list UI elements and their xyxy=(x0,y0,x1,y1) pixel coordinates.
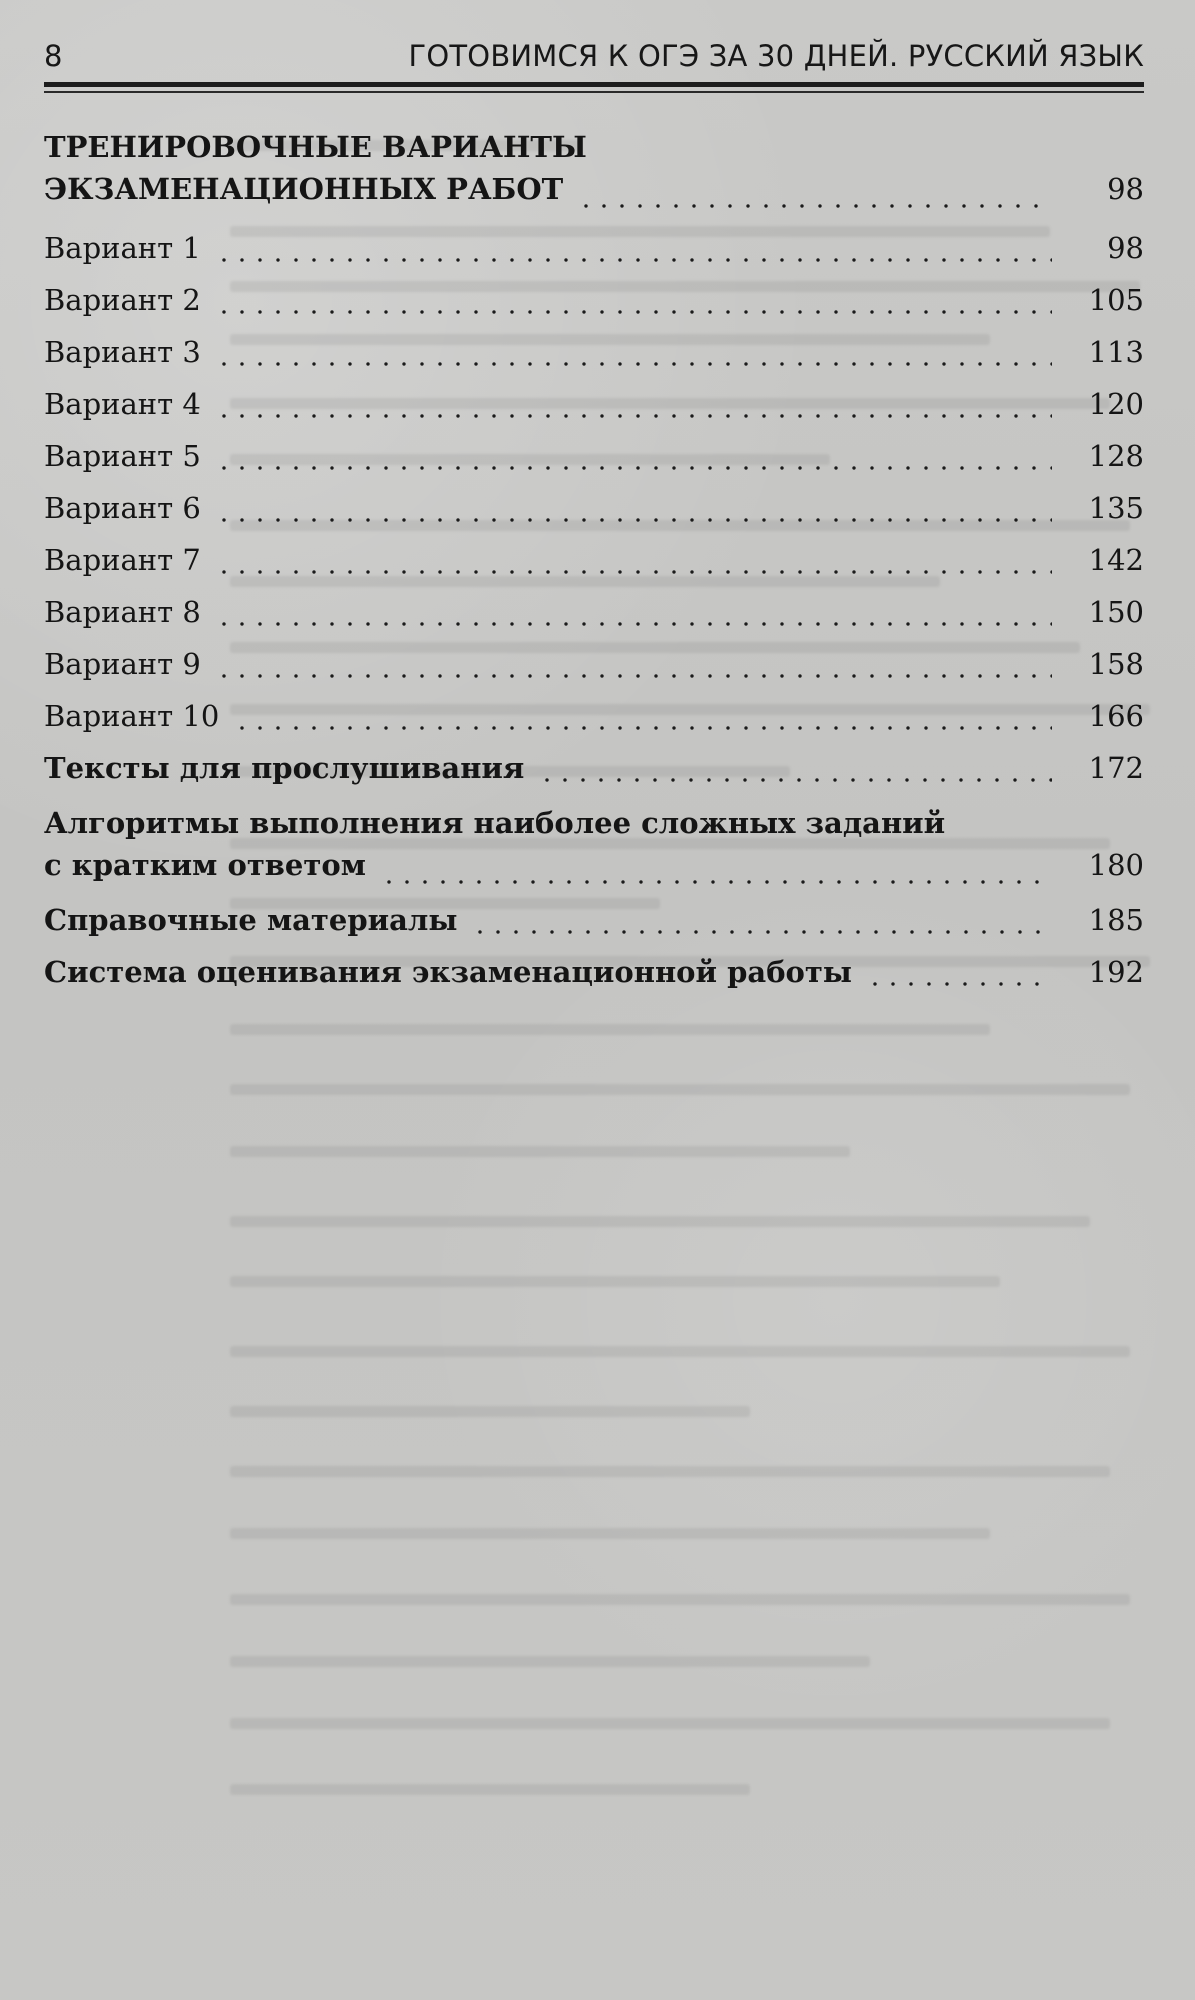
toc-entry-label: Тексты для прослушивания xyxy=(44,751,525,785)
toc-section-title-line-1: ТРЕНИРОВОЧНЫЕ ВАРИАНТЫ xyxy=(44,130,587,164)
toc-entry-label: Вариант 8 xyxy=(44,595,201,629)
toc-entry-variant-10 xyxy=(44,690,1144,742)
toc-entry-reference-materials xyxy=(44,894,1144,946)
toc-entry-variant-2 xyxy=(44,274,1144,326)
toc-entry-label: Вариант 6 xyxy=(44,491,201,525)
toc-entry-variant-4 xyxy=(44,378,1144,430)
leader-dots xyxy=(538,777,1052,783)
toc-entry-page: 105 xyxy=(1088,283,1144,317)
toc-entry-page: 172 xyxy=(1088,751,1144,785)
leader-dots xyxy=(215,569,1052,575)
toc-entry-variant-9 xyxy=(44,638,1144,690)
toc-entry-label: Вариант 10 xyxy=(44,699,220,733)
toc-entry-variant-7 xyxy=(44,534,1144,586)
toc-entry-label: Вариант 2 xyxy=(44,283,201,317)
toc-entry-variant-5 xyxy=(44,430,1144,482)
toc-entry-page: 166 xyxy=(1088,699,1144,733)
toc-entry-page: 158 xyxy=(1088,647,1144,681)
toc-entry-variant-3 xyxy=(44,326,1144,378)
spacer xyxy=(44,794,1144,802)
toc-entry-variant-8 xyxy=(44,586,1144,638)
running-title: ГОТОВИМСЯ К ОГЭ ЗА 30 ДНЕЙ. РУССКИЙ ЯЗЫК xyxy=(408,39,1144,73)
toc-entry-algorithms-line-1: Алгоритмы выполнения наиболее сложных заданий xyxy=(44,806,946,840)
toc-entry-assessment-system xyxy=(44,946,1144,998)
leader-dots xyxy=(215,465,1052,471)
toc-entry-label: Справочные материалы xyxy=(44,903,458,937)
toc-entry-label: Система оценивания экзаменационной работы xyxy=(44,955,852,989)
leader-dots xyxy=(215,621,1052,627)
toc-section-page: 98 xyxy=(1107,172,1144,206)
toc-section-title-line-2: ЭКЗАМЕНАЦИОННЫХ РАБОТ xyxy=(44,172,564,206)
toc-entry-variant-1 xyxy=(44,222,1144,274)
leader-dots xyxy=(380,879,1052,885)
toc-entry-page: 120 xyxy=(1088,387,1144,421)
leader-dots xyxy=(471,929,1052,935)
toc-entry-algorithms xyxy=(44,844,1144,886)
toc-entry-page: 98 xyxy=(1107,231,1144,265)
toc-entry-page: 192 xyxy=(1088,955,1144,989)
toc-entry-page: 142 xyxy=(1088,543,1144,577)
toc-entry-section xyxy=(44,168,1144,210)
toc-entry-page: 135 xyxy=(1088,491,1144,525)
toc-entry-variant-6 xyxy=(44,482,1144,534)
toc-entry-label: Вариант 1 xyxy=(44,231,201,265)
spacer xyxy=(44,886,1144,894)
toc-entry-label: с кратким ответом xyxy=(44,848,366,882)
toc-entry-page: 185 xyxy=(1088,903,1144,937)
header-rule-thin xyxy=(44,91,1144,93)
toc-entry-listening-texts xyxy=(44,742,1144,794)
toc-entry-label: Вариант 9 xyxy=(44,647,201,681)
leader-dots xyxy=(233,725,1052,731)
table-of-contents xyxy=(44,126,1144,998)
toc-entry-label: Вариант 7 xyxy=(44,543,201,577)
toc-section-training-variants xyxy=(44,126,1144,210)
leader-dots xyxy=(866,981,1052,987)
toc-entry-page: 113 xyxy=(1088,335,1144,369)
toc-entry-label: Вариант 5 xyxy=(44,439,201,473)
leader-dots xyxy=(215,361,1052,367)
header-rule-thick xyxy=(44,82,1144,87)
leader-dots xyxy=(215,413,1052,419)
toc-entry-page: 150 xyxy=(1088,595,1144,629)
toc-entry-page: 128 xyxy=(1088,439,1144,473)
leader-dots xyxy=(577,203,1052,209)
leader-dots xyxy=(215,517,1052,523)
page-number: 8 xyxy=(44,39,63,73)
toc-entry-label: Вариант 3 xyxy=(44,335,201,369)
toc-entry-label: Вариант 4 xyxy=(44,387,201,421)
leader-dots xyxy=(215,673,1052,679)
leader-dots xyxy=(215,309,1052,315)
spacer xyxy=(44,210,1144,222)
toc-entry-page: 180 xyxy=(1088,848,1144,882)
page-header xyxy=(44,38,1144,84)
leader-dots xyxy=(215,257,1052,263)
